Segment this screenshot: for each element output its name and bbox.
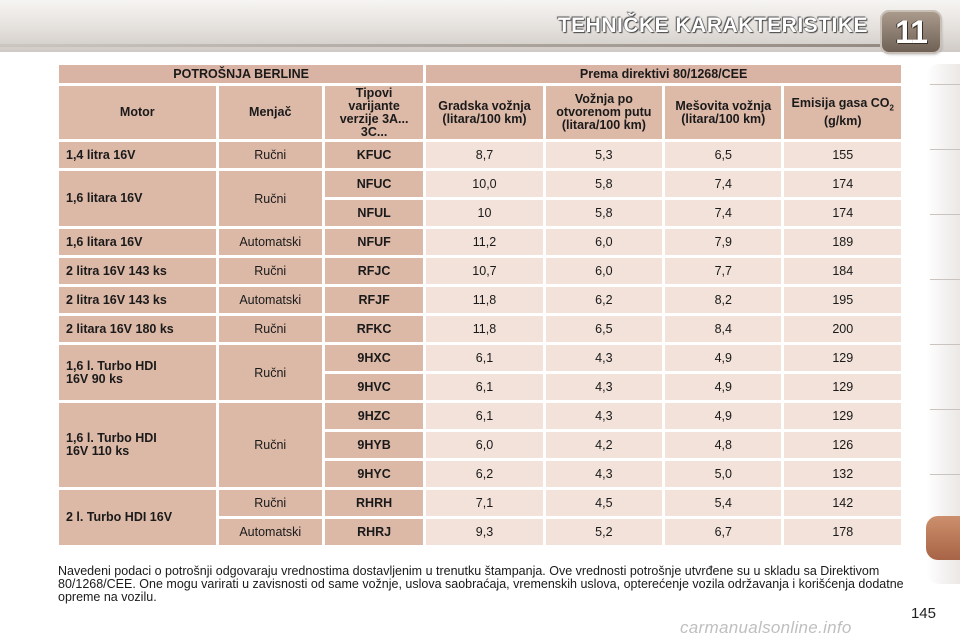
variant-code-cell: KFUC xyxy=(325,142,423,168)
urban-cell: 11,8 xyxy=(426,316,542,342)
group-header-directive: Prema direktivi 80/1268/CEE xyxy=(426,65,901,83)
urban-cell: 7,1 xyxy=(426,490,542,516)
motor-cell: 1,4 litra 16V xyxy=(59,142,216,168)
co2-label: Emisija gasa CO xyxy=(791,96,890,111)
variant-code-cell: 9HZC xyxy=(325,403,423,429)
side-tab-divider xyxy=(930,84,960,85)
combined-cell: 4,9 xyxy=(665,403,781,429)
combined-cell: 6,7 xyxy=(665,519,781,545)
extra-urban-cell: 5,8 xyxy=(546,200,662,226)
co2-cell: 200 xyxy=(784,316,901,342)
co2-cell: 129 xyxy=(784,374,901,400)
extra-urban-cell: 4,5 xyxy=(546,490,662,516)
urban-cell: 6,1 xyxy=(426,345,542,371)
combined-cell: 8,2 xyxy=(665,287,781,313)
co2-cell: 132 xyxy=(784,461,901,487)
co2-cell: 142 xyxy=(784,490,901,516)
co2-cell: 178 xyxy=(784,519,901,545)
active-chapter-tab[interactable] xyxy=(926,516,960,560)
motor-line: 1,6 l. Turbo HDI xyxy=(66,431,157,445)
column-header-co2 xyxy=(784,86,901,139)
extra-urban-cell: 4,2 xyxy=(546,432,662,458)
extra-urban-cell: 6,0 xyxy=(546,229,662,255)
table-row xyxy=(59,345,901,371)
table-row xyxy=(59,142,901,168)
motor-cell: 1,6 litara 16V xyxy=(59,229,216,255)
side-tab-divider xyxy=(930,344,960,345)
column-header-gearbox: Menjač xyxy=(219,86,322,139)
urban-cell: 11,8 xyxy=(426,287,542,313)
motor-cell: 2 litra 16V 143 ks xyxy=(59,258,216,284)
variant-code-cell: RFJF xyxy=(325,287,423,313)
column-header-variants: Tipovi varijante verzije 3A... 3C... xyxy=(325,86,423,139)
urban-cell: 6,0 xyxy=(426,432,542,458)
extra-urban-cell: 5,3 xyxy=(546,142,662,168)
co2-cell: 189 xyxy=(784,229,901,255)
column-header-motor: Motor xyxy=(59,86,216,139)
side-tab-divider xyxy=(930,409,960,410)
combined-cell: 7,4 xyxy=(665,200,781,226)
variant-code-cell: NFUC xyxy=(325,171,423,197)
co2-cell: 129 xyxy=(784,403,901,429)
motor-cell: 2 litara 16V 180 ks xyxy=(59,316,216,342)
variant-code-cell: NFUF xyxy=(325,229,423,255)
extra-urban-cell: 5,2 xyxy=(546,519,662,545)
variant-code-cell: 9HXC xyxy=(325,345,423,371)
motor-line: 16V 90 ks xyxy=(66,371,123,386)
header-rule xyxy=(0,44,880,47)
chapter-number-badge: 11 xyxy=(882,12,940,52)
combined-cell: 7,7 xyxy=(665,258,781,284)
footnote-text: Navedeni podaci o potrošnji odgovaraju vrednostima dostavljenim u trenutku štampanja. Ove vrednosti potrošnje utvrđene su u skladu sa Direktivom 80/1268/CEE. One mogu varirati u zavisnosti od same vožnje, uslova saobraćaja, vremenskih uslova, opterećenje vozila održavanja i korišćenja dodatne opreme na vozilu. xyxy=(58,564,904,604)
combined-cell: 8,4 xyxy=(665,316,781,342)
urban-cell: 10,0 xyxy=(426,171,542,197)
combined-cell: 7,4 xyxy=(665,171,781,197)
co2-cell: 155 xyxy=(784,142,901,168)
watermark: carmanualsonline.info xyxy=(680,618,852,637)
group-header-consumption: POTROŠNJA BERLINE xyxy=(59,65,423,83)
motor-cell xyxy=(59,345,216,400)
table-row xyxy=(59,490,901,516)
table-row xyxy=(59,229,901,255)
combined-cell: 7,9 xyxy=(665,229,781,255)
gearbox-cell: Automatski xyxy=(219,229,322,255)
urban-cell: 11,2 xyxy=(426,229,542,255)
extra-urban-cell: 5,8 xyxy=(546,171,662,197)
combined-cell: 5,4 xyxy=(665,490,781,516)
table-row xyxy=(59,403,901,429)
combined-cell: 4,9 xyxy=(665,345,781,371)
side-tab-divider xyxy=(930,149,960,150)
variant-code-cell: RHRJ xyxy=(325,519,423,545)
co2-unit: (g/km) xyxy=(823,113,862,128)
co2-cell: 174 xyxy=(784,200,901,226)
urban-cell: 6,1 xyxy=(426,374,542,400)
motor-line: 16V 110 ks xyxy=(66,444,130,458)
co2-cell: 126 xyxy=(784,432,901,458)
variant-code-cell: 9HYC xyxy=(325,461,423,487)
urban-cell: 6,1 xyxy=(426,403,542,429)
urban-cell: 10 xyxy=(426,200,542,226)
combined-cell: 5,0 xyxy=(665,461,781,487)
motor-cell xyxy=(59,403,216,487)
gearbox-cell: Ručni xyxy=(219,490,322,516)
co2-subscript: 2 xyxy=(889,103,894,113)
table-row xyxy=(59,316,901,342)
variant-code-cell: RFJC xyxy=(325,258,423,284)
side-tab-divider xyxy=(930,279,960,280)
column-header-combined: Mešovita vožnja (litara/100 km) xyxy=(665,86,781,139)
variant-code-cell: 9HVC xyxy=(325,374,423,400)
motor-cell: 2 l. Turbo HDI 16V xyxy=(59,490,216,545)
consumption-table xyxy=(56,62,904,548)
table-row xyxy=(59,287,901,313)
page-number: 145 xyxy=(910,605,936,622)
urban-cell: 6,2 xyxy=(426,461,542,487)
extra-urban-cell: 4,3 xyxy=(546,403,662,429)
variant-code-cell: 9HYB xyxy=(325,432,423,458)
co2-cell: 129 xyxy=(784,345,901,371)
co2-cell: 174 xyxy=(784,171,901,197)
urban-cell: 10,7 xyxy=(426,258,542,284)
combined-cell: 6,5 xyxy=(665,142,781,168)
gearbox-cell: Automatski xyxy=(219,519,322,545)
gearbox-cell: Ručni xyxy=(219,403,322,487)
extra-urban-cell: 4,3 xyxy=(546,345,662,371)
side-tab-divider xyxy=(930,214,960,215)
side-tab-divider xyxy=(930,474,960,475)
motor-line: 1,6 l. Turbo HDI xyxy=(66,358,157,373)
gearbox-cell: Ručni xyxy=(219,142,322,168)
combined-cell: 4,8 xyxy=(665,432,781,458)
combined-cell: 4,9 xyxy=(665,374,781,400)
table-row xyxy=(59,171,901,197)
gearbox-cell: Ručni xyxy=(219,171,322,226)
extra-urban-cell: 6,5 xyxy=(546,316,662,342)
gearbox-cell: Automatski xyxy=(219,287,322,313)
motor-cell: 1,6 litara 16V xyxy=(59,171,216,226)
gearbox-cell: Ručni xyxy=(219,258,322,284)
column-header-extra-urban: Vožnja po otvorenom putu (litara/100 km) xyxy=(546,86,662,139)
extra-urban-cell: 6,2 xyxy=(546,287,662,313)
co2-cell: 195 xyxy=(784,287,901,313)
urban-cell: 8,7 xyxy=(426,142,542,168)
chapter-title: TEHNIČKE KARAKTERISTIKE xyxy=(557,14,868,37)
extra-urban-cell: 4,3 xyxy=(546,461,662,487)
urban-cell: 9,3 xyxy=(426,519,542,545)
side-tab-strip xyxy=(926,64,960,584)
table-row xyxy=(59,258,901,284)
gearbox-cell: Ručni xyxy=(219,345,322,400)
gearbox-cell: Ručni xyxy=(219,316,322,342)
co2-cell: 184 xyxy=(784,258,901,284)
variant-code-cell: NFUL xyxy=(325,200,423,226)
extra-urban-cell: 4,3 xyxy=(546,374,662,400)
column-header-urban: Gradska vožnja (litara/100 km) xyxy=(426,86,542,139)
variant-code-cell: RFKC xyxy=(325,316,423,342)
variant-code-cell: RHRH xyxy=(325,490,423,516)
extra-urban-cell: 6,0 xyxy=(546,258,662,284)
motor-cell: 2 litra 16V 143 ks xyxy=(59,287,216,313)
